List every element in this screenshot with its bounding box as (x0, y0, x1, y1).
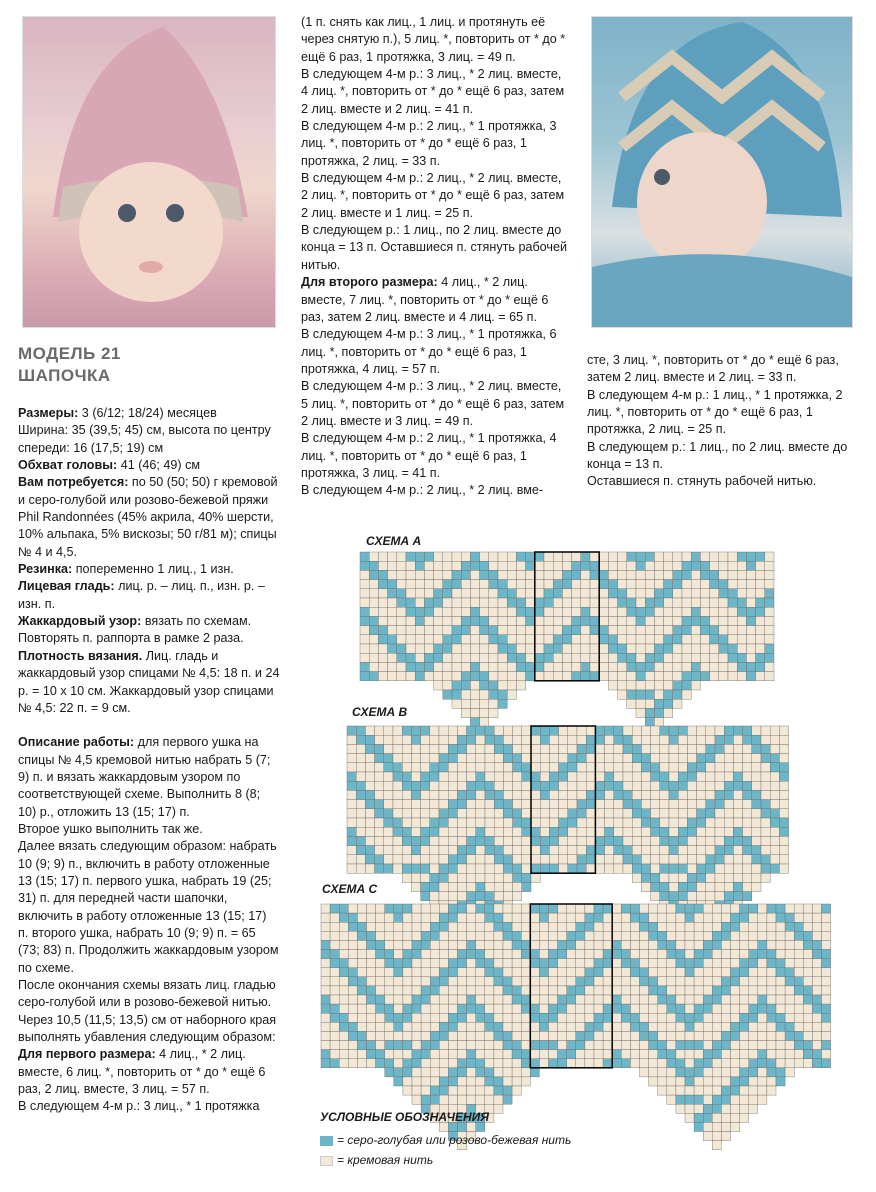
materials-paragraph (18, 474, 280, 561)
first-size-label: Для первого размера: (18, 1047, 156, 1062)
density-paragraph (18, 648, 280, 717)
chart-c-label: СХЕМА С (322, 882, 378, 896)
jacquard-text: вязать по схемам. Повторять п. раппорта в рамке 2 раза. (18, 614, 252, 646)
model-number: МОДЕЛЬ 21 (18, 344, 121, 363)
legend-item-blue (320, 1133, 571, 1147)
legend-cream-text: = кремовая нить (337, 1153, 434, 1167)
first-size-paragraph (18, 1046, 280, 1098)
rib-paragraph (18, 561, 280, 578)
second-ear-text: Второе ушко выполнить так же. (18, 821, 203, 836)
chart-b-label: СХЕМА В (352, 705, 408, 719)
col2-p4: В следующем 4-м р.: 2 лиц., * 2 лиц. вместе, 2 лиц. *, повторить от * до * ещё 6 раз, затем 2 лиц. вместе и 1 лиц. = 25 п. (301, 171, 565, 220)
head-paragraph (18, 457, 280, 474)
jacquard-label: Жаккардовый узор: (18, 614, 142, 629)
col3-p2: В следующем 4-м р.: 1 лиц., * 1 протяжка, 2 лиц. *, повторить от * до * ещё 6 раз, 1 протяжка, 2 лиц. = 25 п. (587, 387, 843, 437)
model-title (18, 343, 121, 387)
density-label: Плотность вязания. (18, 648, 143, 663)
chart-a-label: СХЕМА А (366, 534, 422, 548)
head-label: Обхват головы: (18, 458, 118, 473)
continue-text: Далее вязать следующим образом: набрать 10 (9; 9) п., включить в работу отложенные 13 (15; 17) п. первого ушка, набрать 19 (25; 31) п. для передней части шапочки, включить в работу отложенные 13 (15; 17) п. второго ушка, набрать 10 (9; 9) п. = 65 (73; 83) п. Продолжить жаккардовым узором по схеме. (18, 839, 279, 975)
description-label: Описание работы: (18, 735, 135, 750)
jacquard-paragraph (18, 613, 280, 648)
decrease-text: Через 10,5 (11,5; 13,5) см от наборного края выполнять убавления следующим образом: (18, 1012, 277, 1045)
second-size-label: Для второго размера: (301, 275, 438, 290)
stockinette-paragraph (18, 578, 280, 613)
second-size-text: 4 лиц., * 2 лиц. вместе, 7 лиц. *, повторить от * до * ещё 6 раз, затем 2 лиц. вместе и 4 лиц. = 65 п. (301, 275, 549, 324)
chart-a (359, 551, 775, 737)
col2-p1: (1 п. снять как лиц., 1 лиц. и протянуть её через снятую п.), 5 лиц. *, повторить от * до * ещё 6 раз, 1 протяжка, 3 лиц. = 49 п. (301, 15, 566, 64)
sizes-label: Размеры: (18, 406, 79, 420)
legend-title: УСЛОВНЫЕ ОБОЗНАЧЕНИЯ (320, 1110, 490, 1124)
rib-label: Резинка: (18, 562, 73, 577)
description-text: для первого ушка на спицы № 4,5 кремовой нитью набрать 5 (7; 9) п. и вязать жаккардовым узором по соответствующей схеме. Выполнить 8 (8; 10) р., отложить 13 (15; 17) п. (18, 735, 271, 819)
legend-blue-text: = серо-голубая или розово-бежевая нить (337, 1133, 572, 1147)
col3-p4: Оставшиеся п. стянуть рабочей нитью. (587, 474, 817, 489)
col2-p5: В следующем р.: 1 лиц., по 2 лиц. вместе до конца = 13 п. Оставшиеся п. стянуть рабочей нитью. (301, 223, 568, 272)
legend-swatch-blue (320, 1136, 333, 1146)
rib-text: попеременно 1 лиц., 1 изн. (72, 562, 234, 577)
model-name: ШАПОЧКА (18, 366, 111, 385)
instructions-column-2 (301, 14, 567, 500)
col2-p9: В следующем 4-м р.: 2 лиц., * 2 лиц. вме- (301, 483, 544, 498)
instructions-column-1 (18, 405, 280, 1116)
materials-text: по 50 (50; 50) г кремовой и серо-голубой или розово-бежевой пряжи Phil Randonnées (45% акрила, 40% шерсти, 10% альпака, 5% вискозы; 50 г/81 м); спицы № 4 и 4,5. (18, 475, 278, 559)
col2-p6: В следующем 4-м р.: 3 лиц., * 1 протяжка, 6 лиц. *, повторить от * до * ещё 6 раз, 1 протяжка, 4 лиц. = 57 п. (301, 327, 557, 376)
col2-p3: В следующем 4-м р.: 2 лиц., * 1 протяжка, 3 лиц. *, повторить от * до * ещё 6 раз, 1 протяжка, 2 лиц. = 33 п. (301, 119, 557, 168)
instructions-column-3 (587, 352, 853, 491)
next-row-text: В следующем 4-м р.: 3 лиц., * 1 протяжка (18, 1099, 260, 1114)
sizes-paragraph (18, 405, 280, 422)
stockinette-label: Лицевая гладь: (18, 579, 115, 594)
col3-p1: сте, 3 лиц. *, повторить от * до * ещё 6 раз, затем 2 лиц. вместе и 2 лиц. = 33 п. (587, 353, 839, 385)
legend-swatch-cream (320, 1156, 333, 1166)
col2-p7: В следующем 4-м р.: 3 лиц., * 2 лиц. вместе, 5 лиц. *, повторить от * до * ещё 6 раз, затем 2 лиц. вместе и 3 лиц. = 49 п. (301, 379, 565, 428)
after-chart-text: После окончания схемы вязать лиц. гладью серо-голубой или в розово-бежевой нитью. (18, 978, 276, 1010)
width-text: Ширина: 35 (39,5; 45) см, высота по центру спереди: 16 (17,5; 19) см (18, 423, 271, 455)
legend-item-cream (320, 1153, 433, 1167)
col3-p3: В следующем р.: 1 лиц., по 2 лиц. вместе до конца = 13 п. (587, 439, 848, 472)
first-size-text: 4 лиц., * 2 лиц. вместе, 6 лиц. *, повторить от * до * ещё 6 раз, 2 лиц. вместе, 3 лиц. = 57 п. (18, 1047, 266, 1097)
baby-pink-hat-illustration (23, 17, 275, 327)
baby-blue-hat-photo (591, 16, 853, 328)
materials-label: Вам потребуется: (18, 475, 129, 490)
col2-p8: В следующем 4-м р.: 2 лиц., * 1 протяжка, 4 лиц. *, повторить от * до * ещё 6 раз, 1 протяжка, 3 лиц. = 41 п. (301, 431, 557, 480)
baby-pink-hat-photo (22, 16, 276, 328)
second-size-paragraph (301, 274, 567, 326)
sizes-text: 3 (6/12; 18/24) месяцев (78, 406, 217, 420)
density-text: Лиц. гладь и жаккардовый узор спицами № 4,5: 18 п. и 24 р. = 10 х 10 см. Жаккардовый узор спицами № 4,5: 22 п. = 9 см. (18, 648, 280, 715)
description-paragraph (18, 734, 280, 821)
col2-p2: В следующем 4-м р.: 3 лиц., * 2 лиц. вместе, 4 лиц. *, повторить от * до * ещё 6 раз, затем 2 лиц. вместе и 2 лиц. = 41 п. (301, 67, 565, 116)
baby-blue-hat-illustration (592, 17, 852, 327)
stockinette-text: лиц. р. – лиц. п., изн. р. – изн. п. (18, 579, 265, 611)
head-text: 41 (46; 49) см (117, 458, 201, 473)
